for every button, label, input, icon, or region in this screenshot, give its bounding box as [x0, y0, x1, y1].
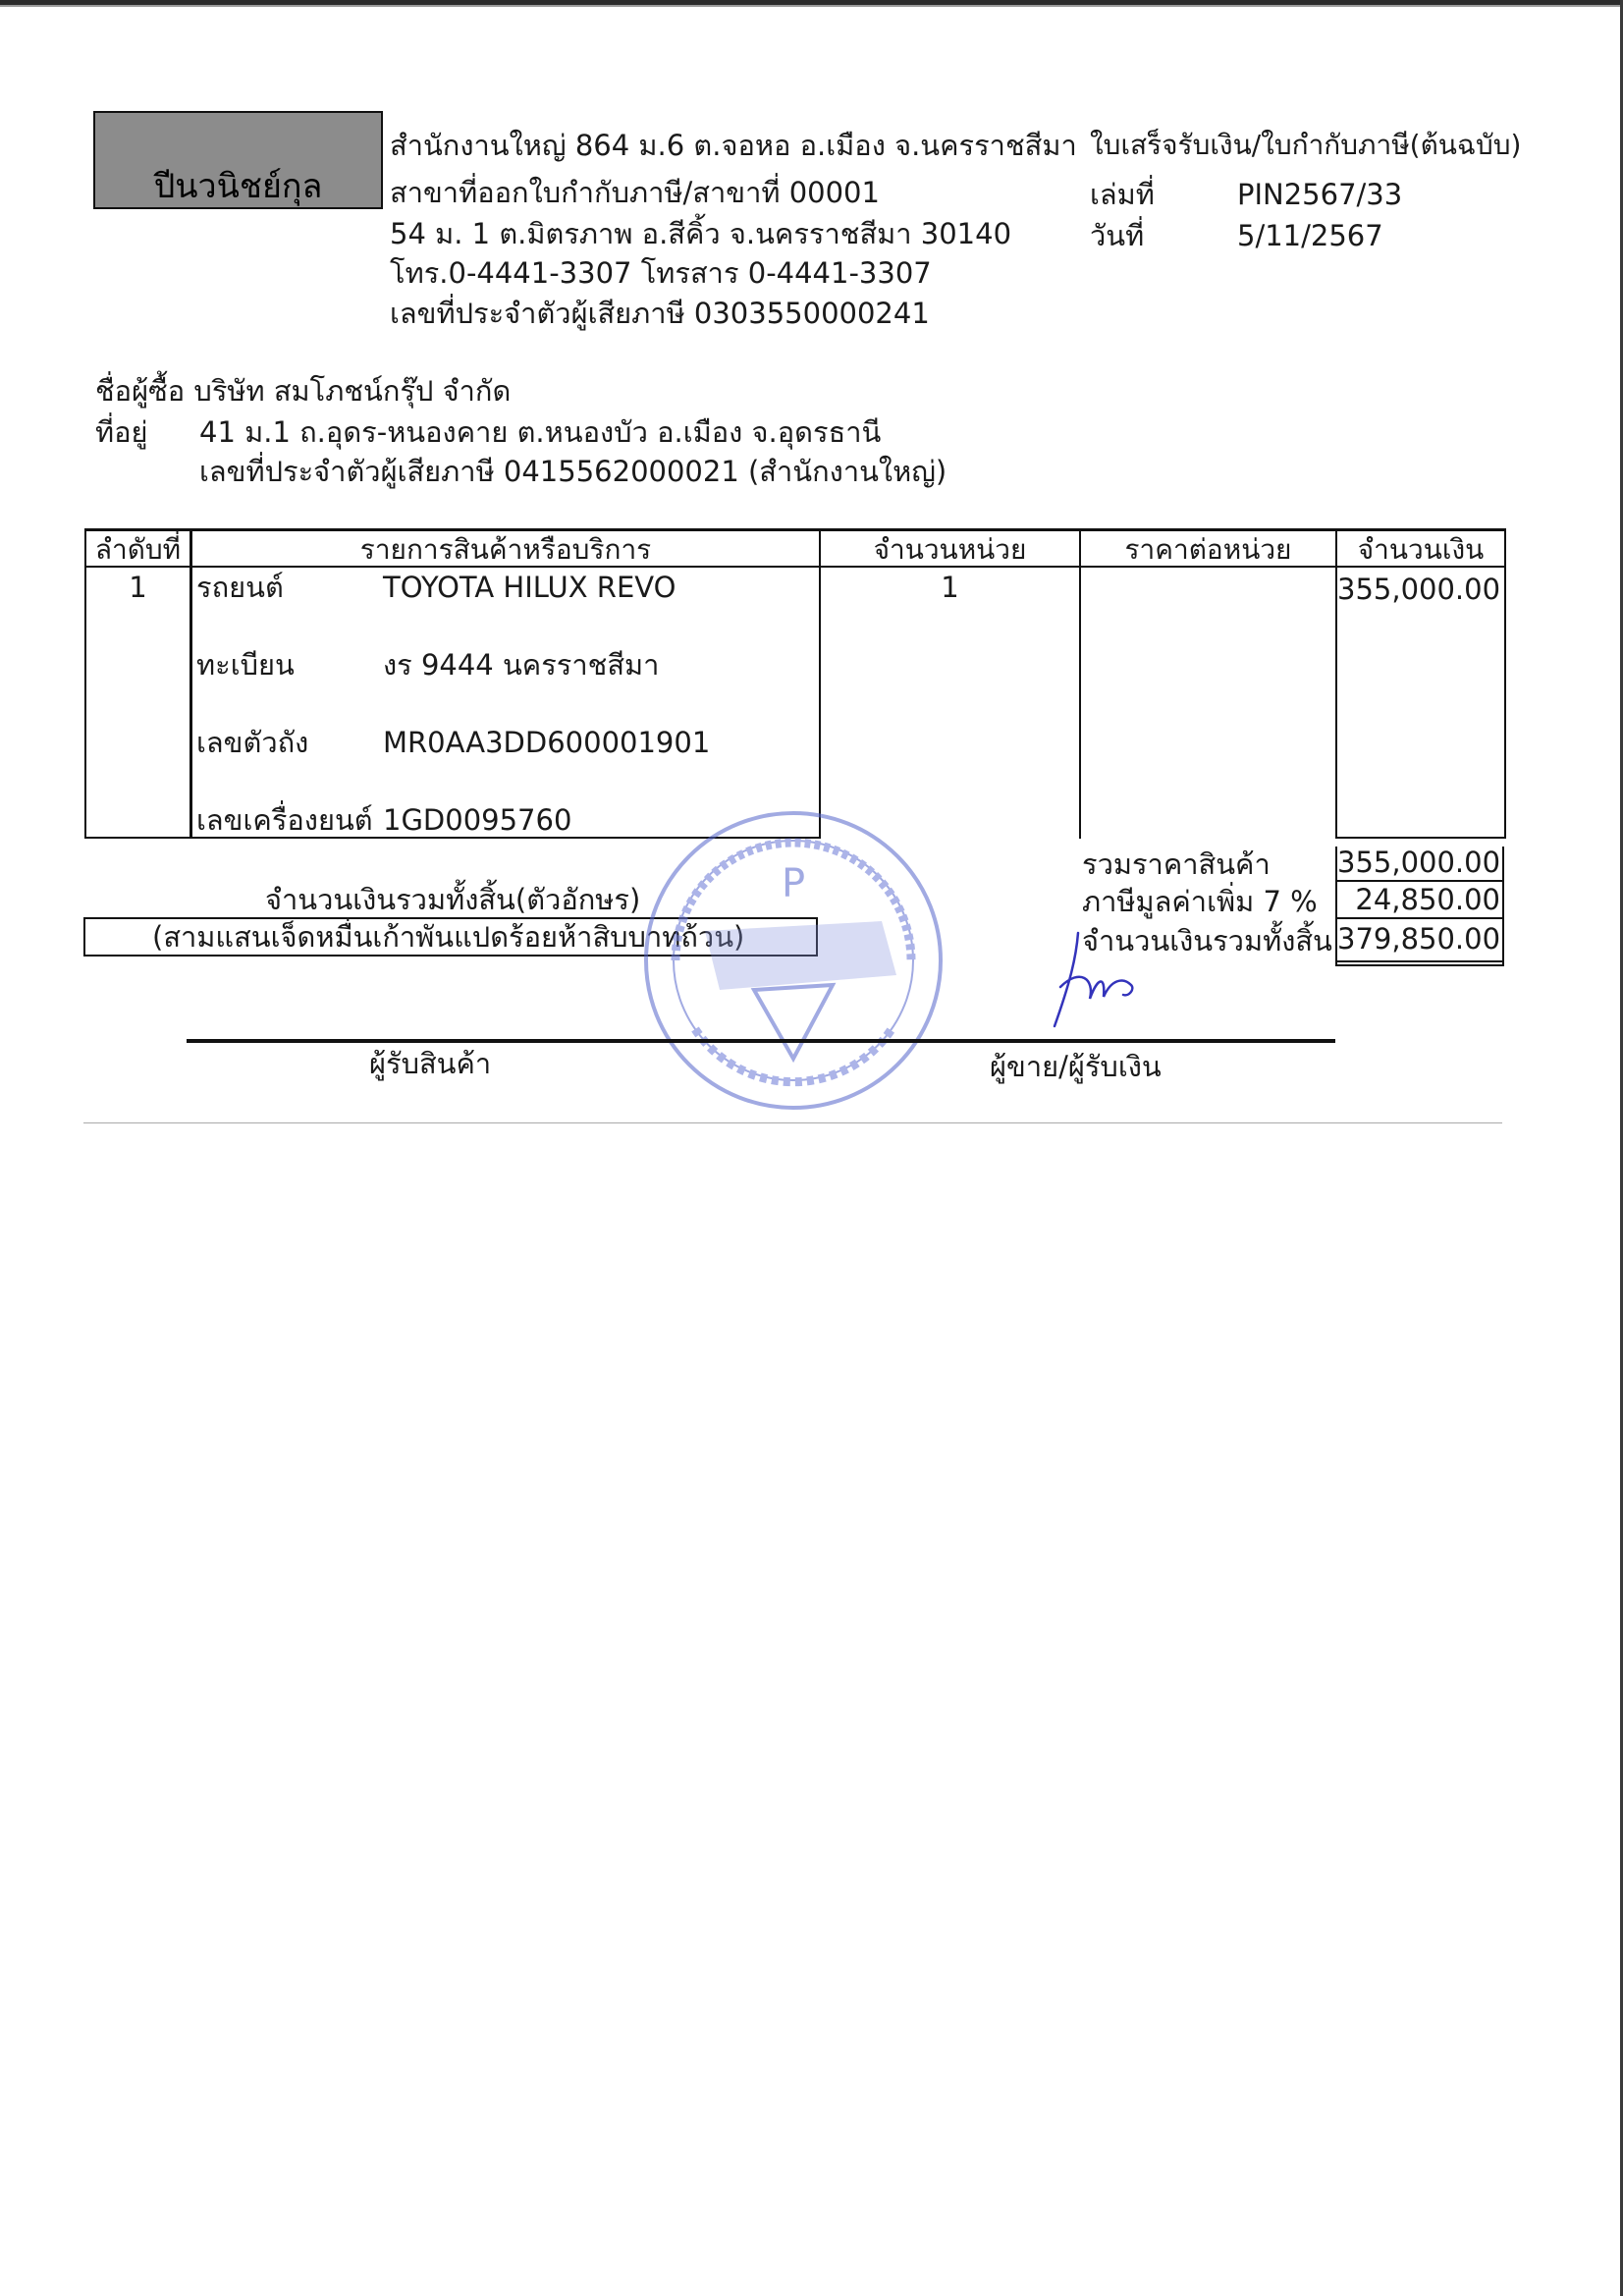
buyer-address: 41 ม.1 ถ.อุดร-หนองคาย ต.หนองบัว อ.เมือง จ.อุดรธานี [199, 415, 882, 449]
grand-total-label: จำนวนเงินรวมทั้งสิ้น [1082, 924, 1332, 957]
seller-phone-fax: โทร.0-4441-3307 โทรสาร 0-4441-3307 [390, 256, 932, 290]
date-label: วันที่ [1090, 219, 1145, 252]
amount-in-words-value: (สามแสนเจ็ดหมื่นเก้าพันแปดร้อยห้าสิบบาทถ้วน) [152, 920, 745, 954]
buyer-tax-id: เลขที่ประจำตัวผู้เสียภาษี 0415562000021 (สำนักงานใหญ่) [199, 455, 947, 488]
company-stamp [636, 803, 950, 1118]
detail-label-vehicle: รถยนต์ [196, 571, 284, 604]
header-amount: จำนวนเงิน [1357, 533, 1485, 566]
detail-value-registration: งร 9444 นครราชสีมา [383, 648, 660, 682]
buyer-name: ชื่อผู้ซื้อ บริษัท สมโภชน์กรุ๊ป จำกัด [95, 374, 512, 408]
row-no: 1 [129, 571, 147, 604]
seller-signature [1041, 928, 1149, 1036]
book-label: เล่มที่ [1090, 178, 1155, 211]
detail-label-engine: เลขเครื่องยนต์ [196, 803, 373, 837]
header-no: ลำดับที่ [94, 533, 182, 566]
vat-label: ภาษีมูลค่าเพิ่ม 7 % [1082, 885, 1318, 918]
receiver-signature-label: ผู้รับสินค้า [369, 1047, 492, 1080]
date-value: 5/11/2567 [1237, 219, 1383, 252]
seller-branch: สาขาที่ออกใบกำกับภาษี/สาขาที่ 00001 [390, 176, 880, 209]
svg-text:P: P [781, 861, 806, 906]
detail-label-chassis: เลขตัวถัง [196, 726, 309, 759]
row-quantity: 1 [941, 571, 959, 604]
seller-address: 54 ม. 1 ต.มิตรภาพ อ.สีคิ้ว จ.นครราชสีมา 30140 [390, 217, 1012, 250]
table-top-border [84, 528, 1506, 531]
detail-value-engine: 1GD0095760 [383, 803, 572, 837]
amount-in-words-label: จำนวนเงินรวมทั้งสิ้น(ตัวอักษร) [265, 883, 641, 916]
row-amount: 355,000.00 [1337, 573, 1501, 606]
seller-tax-id: เลขที่ประจำตัวผู้เสียภาษี 0303550000241 [390, 297, 930, 330]
seller-logo-box [93, 111, 383, 209]
footer-divider [83, 1122, 1502, 1123]
header-description: รายการสินค้าหรือบริการ [359, 533, 652, 566]
vat-value: 24,850.00 [1355, 883, 1500, 916]
subtotal-value: 355,000.00 [1337, 846, 1501, 879]
table-col-divider-3 [1079, 528, 1081, 839]
detail-value-vehicle: TOYOTA HILUX REVO [383, 571, 676, 604]
seller-head-office: สำนักงานใหญ่ 864 ม.6 ต.จอหอ อ.เมือง จ.นครราชสีมา [390, 129, 1077, 162]
book-value: PIN2567/33 [1237, 178, 1403, 211]
detail-value-chassis: MR0AA3DD600001901 [383, 726, 711, 759]
table-bottom-border-right [1335, 837, 1506, 839]
buyer-address-label: ที่อยู่ [95, 415, 148, 449]
header-quantity: จำนวนหน่วย [873, 533, 1027, 566]
scan-top-edge-shadow [0, 5, 1623, 7]
table-right-border [1504, 528, 1506, 839]
detail-label-registration: ทะเบียน [196, 648, 295, 682]
grand-total-value: 379,850.00 [1337, 922, 1501, 956]
seller-logo-text: ปีนวนิชย์กุล [153, 167, 323, 206]
subtotal-label: รวมราคาสินค้า [1082, 847, 1271, 881]
seller-signature-label: ผู้ขาย/ผู้รับเงิน [990, 1050, 1162, 1083]
grand-total-double-underline [1335, 960, 1504, 962]
signature-line [187, 1039, 1335, 1043]
header-unit-price: ราคาต่อหน่วย [1124, 533, 1292, 566]
table-col-divider-1 [189, 528, 192, 839]
document-title: ใบเสร็จรับเงิน/ใบกำกับภาษี(ต้นฉบับ) [1090, 129, 1522, 161]
